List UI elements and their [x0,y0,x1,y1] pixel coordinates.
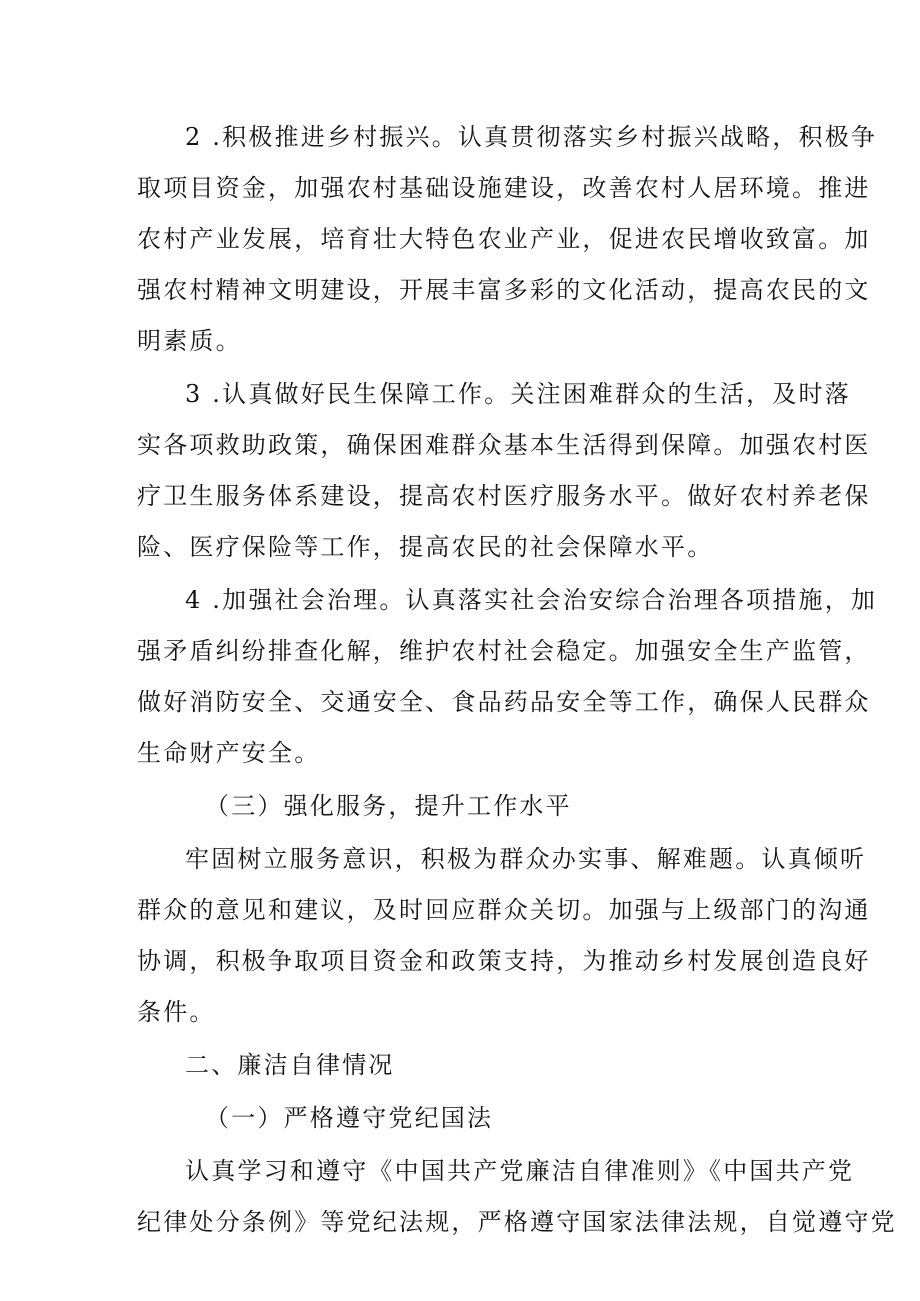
section-heading-integrity: 二、廉洁自律情况 [185,1051,395,1079]
text-line: 强矛盾纠纷排查化解，维护农村社会稳定。加强安全生产监管， [137,637,871,665]
text-line: 纪律处分条例》等党纪法规，严格遵守国家法律法规，自觉遵守党 [137,1208,897,1236]
subheading-observe-discipline: （一）严格遵守党纪国法 [205,1104,494,1132]
text-line: 4 .加强社会治理。认真落实社会治安综合治理各项措施，加 [185,586,878,614]
text-line: 实各项救助政策，确保困难群众基本生活得到保障。加强农村医 [137,431,871,459]
paragraph-discipline [137,1146,897,1248]
text-line: 2 .积极推进乡村振兴。认真贯彻落实乡村振兴战略，积极争 [185,123,878,151]
text-line: 生命财产安全。 [137,739,321,767]
subheading-strengthen-service: （三）强化服务，提升工作水平 [205,792,572,820]
text-line: 协调，积极争取项目资金和政策支持，为推动乡村发展创造良好 [137,947,871,975]
text-line: 做好消防安全、交通安全、食品药品安全等工作，确保人民群众 [137,688,871,716]
text-line: 群众的意见和建议，及时回应群众关切。加强与上级部门的沟通 [137,896,871,924]
text-line: 认真学习和遵守《中国共产党廉洁自律准则》《中国共产党 [185,1157,855,1185]
paragraph-item-3 [137,369,871,573]
paragraph-service [137,834,871,1038]
text-line: 农村产业发展，培育壮大特色农业产业，促进农民增收致富。加 [137,225,871,253]
text-line: 明素质。 [137,327,242,355]
paragraph-item-2 [137,112,878,367]
text-line: 取项目资金，加强农村基础设施建设，改善农村人居环境。推进 [137,174,871,202]
text-line: 牢固树立服务意识，积极为群众办实事、解难题。认真倾听 [185,845,867,873]
document-body [137,112,897,1250]
text-line: 疗卫生服务体系建设，提高农村医疗服务水平。做好农村养老保 [137,482,871,510]
text-line: 险、医疗保险等工作，提高农民的社会保障水平。 [137,533,714,561]
text-line: 3 .认真做好民生保障工作。关注困难群众的生活，及时落 [185,380,851,408]
text-line: 条件。 [137,998,216,1026]
paragraph-item-4 [137,575,878,779]
text-line: 强农村精神文明建设，开展丰富多彩的文化活动，提高农民的文 [137,276,871,304]
